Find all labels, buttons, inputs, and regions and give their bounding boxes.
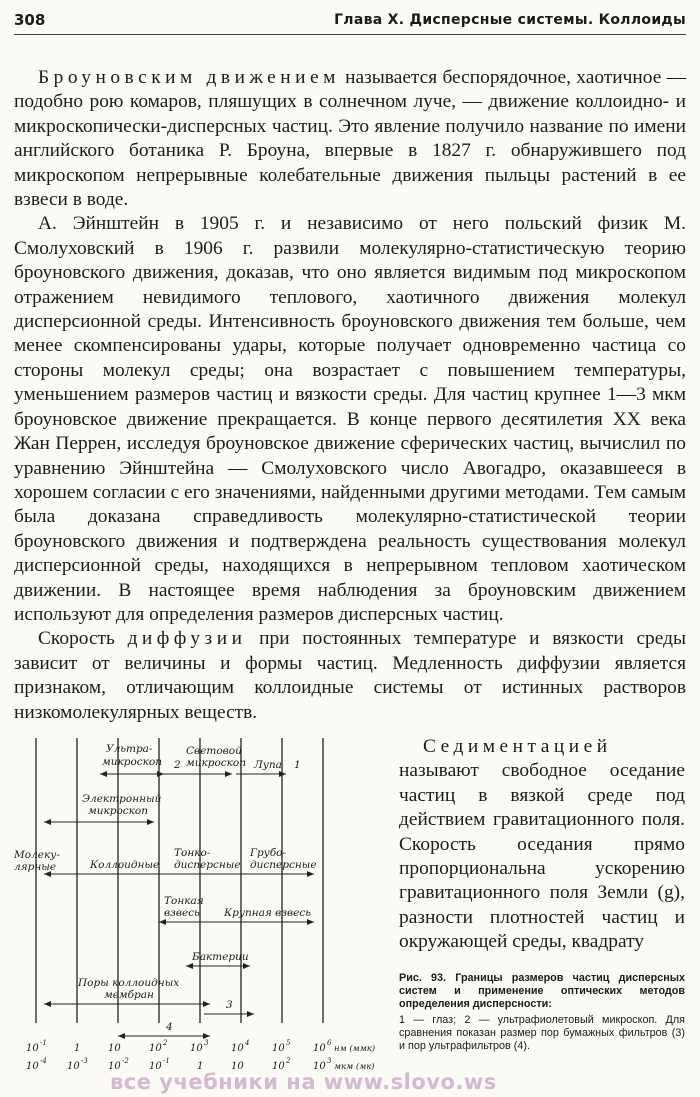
tick-bottom: 10 bbox=[108, 1061, 121, 1072]
figure-labels bbox=[14, 743, 317, 1033]
term-diffusion: диффузии bbox=[127, 628, 247, 650]
arrowhead bbox=[157, 771, 164, 777]
tick-top: 10 bbox=[272, 1043, 285, 1054]
term-sedimentation: Седиментацией bbox=[423, 736, 612, 757]
tick-top: 10 bbox=[26, 1043, 39, 1054]
label-num-2: 2 bbox=[174, 759, 181, 771]
tick-top: 10 bbox=[149, 1043, 162, 1054]
paragraph-einstein: А. Эйнштейн в 1905 г. и независимо от него польский физик М. Смолуховский в 1906 г. развили молекулярно-статистическую теорию броуновского движения, доказав, что оно является видимым под микроскопом отражением невидимого теплового, хаотичного движения молекул дисперсионной среды. Интенсивность броуновского движения тем больше, чем менее скомпенсированы удары, которые получает одновременно частица со стороны молекул среды; она возрастает с повышением температуры, уменьшением размеров частиц и вязкости среды. Для частиц крупнее 1—3 мкм броуновское движение прекращается. В конце первого десятилетия XX века Жан Перрен, исследуя броуновское движение сферических частиц, вычислил по уравнению Эйнштейна — Смолуховского число Авогадро, оказавшееся в хорошем согласии с его значениями, найденными другими методами. Тем самым была доказана справедливость молекулярно-статистической теории броуновского движения и подтверждена реальность существования молекул дисперсионной среды, находящихся в непрерывном тепловом хаотическом движении. В настоящее время наблюдения за броуновским движением используют для определения размеров дисперсных частиц. bbox=[14, 213, 686, 625]
tick-bottom-exp: 2 bbox=[286, 1057, 291, 1065]
tick-bottom-exp: -4 bbox=[40, 1057, 47, 1065]
tick-top-exp: 4 bbox=[245, 1039, 250, 1047]
arrowhead bbox=[186, 963, 193, 969]
tick-bottom: 10 bbox=[67, 1061, 80, 1072]
tick-bottom: 10 bbox=[26, 1061, 39, 1072]
tick-top-exp: 3 bbox=[204, 1039, 209, 1047]
arrowhead bbox=[147, 819, 154, 825]
label-molecular-1: Молеку- bbox=[14, 849, 60, 861]
body-text-top bbox=[14, 66, 686, 725]
paragraph-brownian bbox=[14, 66, 686, 212]
label-num-4: 4 bbox=[166, 1021, 173, 1033]
label-ultramicroscope-2: микроскоп bbox=[102, 756, 163, 768]
paragraph-brownian-text: называется беспорядочное, хаотичное — подобно рою комаров, пляшущих в солнечном луче, — движение коллоидно- и микроскопически-дисперсных частиц. Это явление получило название по имени английского ботаника Р. Броуна, впервые в 1827 г. обнаружившего под микроскопом непрерывные колебательные движения пыльцы растений в ее взвеси в воде. bbox=[14, 67, 686, 211]
label-num-1: 1 bbox=[294, 759, 301, 771]
label-coarse-dispersed-2: дисперсные bbox=[250, 859, 317, 871]
tick-top-exp: -1 bbox=[40, 1039, 47, 1047]
page-header bbox=[14, 6, 686, 35]
figure-93-diagram bbox=[14, 738, 394, 1078]
paragraph-diffusion-start: Скорость bbox=[38, 628, 128, 650]
label-bacteria: Бактерии bbox=[192, 951, 249, 963]
tick-bottom: 1 bbox=[197, 1061, 204, 1072]
label-fine-dispersed-2: дисперсные bbox=[174, 859, 241, 871]
tick-top-exp: 6 bbox=[327, 1039, 332, 1047]
label-ultramicroscope-1: Ультра- bbox=[106, 743, 153, 755]
tick-top-exp: 5 bbox=[286, 1039, 291, 1047]
tick-bottom-exp: 3 bbox=[327, 1057, 332, 1065]
tick-bottom: 10 bbox=[272, 1061, 285, 1072]
arrowhead bbox=[44, 1001, 51, 1007]
label-fine-suspension-2: взвесь bbox=[164, 907, 200, 919]
arrowhead bbox=[243, 963, 250, 969]
label-fine-suspension-1: Тонкая bbox=[164, 895, 204, 907]
arrowhead bbox=[118, 1033, 125, 1039]
caption-legend: 1 — глаз; 2 — ультрафиолетовый микроскоп. Для сравнения показан размер пор бумажных фильтров (3) и пор ультрафильтров (4). bbox=[399, 1014, 685, 1052]
label-pores-1: Поры коллоидных bbox=[78, 977, 180, 989]
paragraph-sedimentation bbox=[399, 735, 685, 955]
arrowhead bbox=[159, 919, 166, 925]
tick-top: 10 bbox=[231, 1043, 244, 1054]
paragraph-diffusion-text: при постоянных температуре и вязкости среды зависит от величины и формы частиц. Медленность диффузии является признаком, отличающим коллоидные системы от истинных растворов низкомолекулярных веществ. bbox=[14, 628, 686, 723]
paragraph-sedimentation-text: называют свободное оседание частиц в вязкой среде под действием гравитационного поля. Скорость оседания прямо пропорциональна ускорению гравитационного поля Земли (g), разности плотностей частиц и окружающей среды, квадрату bbox=[399, 760, 685, 953]
label-pores-2: мембран bbox=[104, 989, 154, 1001]
figure-caption bbox=[399, 972, 685, 1053]
caption-title: Рис. 93. Границы размеров частиц дисперсных систем и применение оптических методов определения дисперсности: bbox=[399, 972, 685, 1010]
tick-bottom-exp: -3 bbox=[81, 1057, 88, 1065]
unit-bottom: мкм (мк) bbox=[334, 1062, 375, 1072]
label-molecular-2: лярные bbox=[14, 861, 57, 873]
label-num-3: 3 bbox=[226, 999, 233, 1011]
tick-top: 1 bbox=[74, 1043, 81, 1054]
unit-top: нм (ммк) bbox=[334, 1044, 376, 1054]
label-coarse-dispersed-1: Грубо- bbox=[250, 847, 287, 859]
arrowhead bbox=[225, 771, 232, 777]
tick-bottom-exp: -2 bbox=[122, 1057, 129, 1065]
arrowhead bbox=[100, 771, 107, 777]
running-head: Глава X. Дисперсные системы. Коллоиды bbox=[334, 12, 686, 28]
arrowhead bbox=[307, 871, 314, 877]
tick-top: 10 bbox=[108, 1043, 121, 1054]
label-electron-microscope-1: Электронный bbox=[82, 793, 162, 805]
tick-bottom: 10 bbox=[231, 1061, 244, 1072]
label-electron-microscope-2: микроскоп bbox=[88, 805, 149, 817]
tick-bottom: 10 bbox=[149, 1061, 162, 1072]
figure-93 bbox=[14, 738, 394, 1078]
body-text-right bbox=[399, 735, 685, 955]
term-brownian: Броуновским движением bbox=[38, 67, 340, 88]
arrowhead bbox=[44, 819, 51, 825]
page-number: 308 bbox=[14, 11, 46, 29]
axis-top-labels bbox=[26, 1039, 375, 1054]
arrowhead bbox=[247, 1011, 254, 1017]
label-loupe: Лупа bbox=[254, 759, 282, 771]
tick-top: 10 bbox=[190, 1043, 203, 1054]
label-coarse-suspension: Крупная взвесь bbox=[224, 907, 311, 919]
paragraph-diffusion bbox=[14, 627, 686, 725]
tick-top-exp: 2 bbox=[163, 1039, 168, 1047]
arrowhead bbox=[203, 1001, 210, 1007]
label-light-microscope-2: микроскоп bbox=[186, 757, 247, 769]
label-fine-dispersed-1: Тонко- bbox=[174, 847, 211, 859]
tick-top: 10 bbox=[313, 1043, 326, 1054]
label-colloidal: Коллоидные bbox=[90, 859, 160, 871]
axis-labels bbox=[26, 1039, 375, 1072]
label-light-microscope-1: Световой bbox=[186, 745, 242, 757]
arrowhead bbox=[307, 919, 314, 925]
tick-bottom-exp: -1 bbox=[163, 1057, 170, 1065]
watermark: все учебники на www.slovo.ws bbox=[110, 1070, 497, 1094]
tick-bottom: 10 bbox=[313, 1061, 326, 1072]
